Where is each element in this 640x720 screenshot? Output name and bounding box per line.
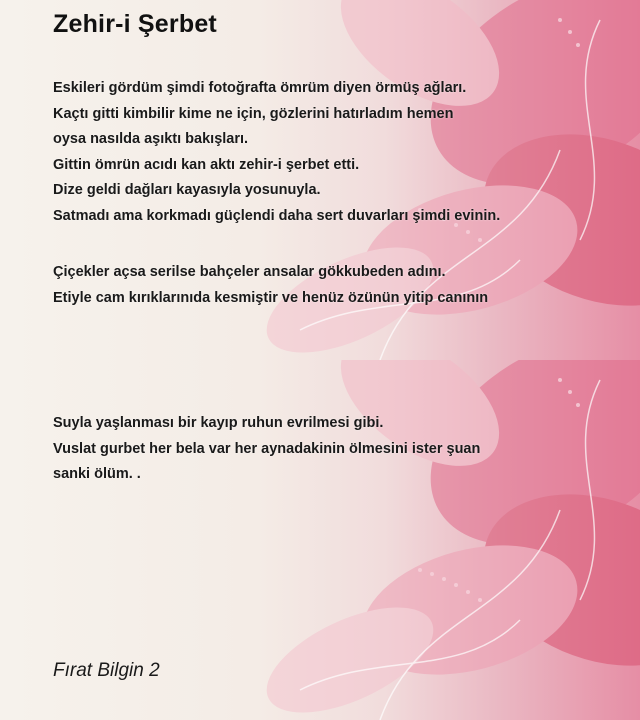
poem-line: Etiyle cam kırıklarınıda kesmiştir ve henüz özünün yitip canının (53, 289, 489, 306)
poem-line: oysa nasılda aşıktı bakışları. (53, 131, 249, 147)
poem-title: Zehir-i Şerbet (53, 10, 217, 38)
poem-line: Gittin ömrün acıdı kan aktı zehir-i şerbet etti. (53, 156, 360, 173)
poem-line: sanki ölüm. . (53, 466, 141, 482)
stanza-3 (53, 411, 480, 488)
poem-author: Fırat Bilgin 2 (53, 660, 160, 681)
poem-line: Kaçtı gitti kimbilir kime ne için, gözlerini hatırladım hemen (53, 105, 454, 122)
poem-line: Satmadı ama korkmadı güçlendi daha sert duvarları şimdi evinin. (53, 207, 501, 224)
stanza-1 (53, 76, 500, 229)
poem-card-bottom (0, 360, 640, 720)
poem-line: Çiçekler açsa serilse bahçeler ansalar gökkubeden adını. (53, 264, 446, 280)
poem-line: Vuslat gurbet her bela var her aynadakinin ölmesini ister şuan (53, 440, 481, 457)
poem-line: Dize geldi dağları kayasıyla yosunuyla. (53, 182, 321, 198)
poem-line: Suyla yaşlanması bir kayıp ruhun evrilmesi gibi. (53, 415, 384, 431)
poem-line: Eskileri gördüm şimdi fotoğrafta ömrüm diyen örmüş ağları. (53, 80, 467, 96)
stanza-2 (53, 260, 488, 311)
